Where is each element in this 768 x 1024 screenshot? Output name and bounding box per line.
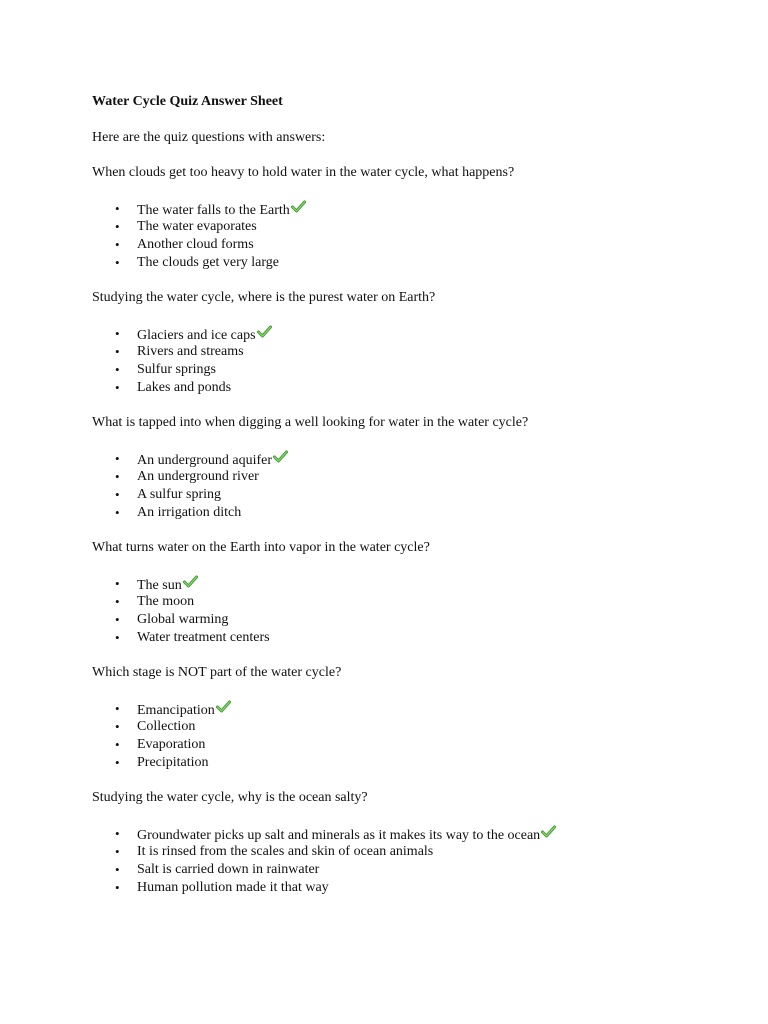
- bullet: •: [115, 594, 120, 609]
- check-mark-icon: [291, 200, 306, 213]
- bullet: •: [115, 576, 120, 591]
- intro-text: Here are the quiz questions with answers:: [92, 130, 326, 145]
- answer-item: [92, 200, 732, 218]
- answer-text: An irrigation ditch: [137, 505, 242, 520]
- question-block: [92, 789, 732, 897]
- question-block: [92, 664, 732, 772]
- answer-list: [92, 700, 732, 772]
- bullet: •: [115, 737, 120, 752]
- answer-item: [92, 879, 732, 897]
- question-block: [92, 539, 732, 647]
- answer-item: [92, 468, 732, 486]
- bullet: •: [115, 326, 120, 341]
- answer-item: [92, 575, 732, 593]
- answer-list: [92, 450, 732, 522]
- answer-text: The water evaporates: [137, 219, 257, 234]
- answer-text: Glaciers and ice caps: [137, 328, 256, 343]
- bullet: •: [115, 219, 120, 234]
- answer-text: Salt is carried down in rainwater: [137, 862, 320, 877]
- answer-text: Sulfur springs: [137, 362, 216, 377]
- bullet: •: [115, 344, 120, 359]
- answer-item: [92, 236, 732, 254]
- answer-item: [92, 343, 732, 361]
- answer-text: The water falls to the Earth: [137, 203, 290, 218]
- answer-text: Precipitation: [137, 755, 209, 770]
- check-mark-icon: [273, 450, 288, 463]
- bullet: •: [115, 755, 120, 770]
- answer-text: Rivers and streams: [137, 344, 244, 359]
- question-text: What turns water on the Earth into vapor in the water cycle?: [92, 540, 430, 555]
- question-text: Studying the water cycle, where is the purest water on Earth?: [92, 290, 436, 305]
- bullet: •: [115, 826, 120, 841]
- bullet: •: [115, 719, 120, 734]
- answer-text: The sun: [137, 578, 182, 593]
- question-text: Studying the water cycle, why is the ocean salty?: [92, 790, 368, 805]
- check-mark-icon: [183, 575, 198, 588]
- answer-text: Evaporation: [137, 737, 206, 752]
- check-mark-icon: [541, 825, 556, 838]
- answer-text: An underground aquifer: [137, 453, 273, 468]
- question-block: [92, 289, 732, 397]
- answer-item: [92, 325, 732, 343]
- document-page: [92, 93, 732, 897]
- question-text: When clouds get too heavy to hold water in the water cycle, what happens?: [92, 165, 515, 180]
- answer-item: [92, 754, 732, 772]
- bullet: •: [115, 362, 120, 377]
- answer-text: Human pollution made it that way: [137, 880, 329, 895]
- answer-text: Collection: [137, 719, 196, 734]
- document-title: Water Cycle Quiz Answer Sheet: [92, 94, 283, 109]
- question-block: [92, 414, 732, 522]
- answer-text: Groundwater picks up salt and minerals as it makes its way to the ocean: [137, 828, 541, 843]
- answer-item: [92, 718, 732, 736]
- check-mark-icon: [257, 325, 272, 338]
- bullet: •: [115, 255, 120, 270]
- answer-item: [92, 379, 732, 397]
- question-text: What is tapped into when digging a well looking for water in the water cycle?: [92, 415, 529, 430]
- answer-item: [92, 611, 732, 629]
- bullet: •: [115, 451, 120, 466]
- question-block: [92, 164, 732, 272]
- answer-text: It is rinsed from the scales and skin of ocean animals: [137, 844, 434, 859]
- bullet: •: [115, 862, 120, 877]
- answer-list: [92, 200, 732, 272]
- bullet: •: [115, 487, 120, 502]
- answer-item: [92, 486, 732, 504]
- answer-item: [92, 700, 732, 718]
- answer-text: Emancipation: [137, 703, 215, 718]
- check-mark-icon: [216, 700, 231, 713]
- answer-item: [92, 254, 732, 272]
- answer-text: Global warming: [137, 612, 229, 627]
- answer-text: An underground river: [137, 469, 259, 484]
- answer-item: [92, 504, 732, 522]
- bullet: •: [115, 701, 120, 716]
- answer-text: Lakes and ponds: [137, 380, 232, 395]
- bullet: •: [115, 844, 120, 859]
- bullet: •: [115, 237, 120, 252]
- answer-item: [92, 629, 732, 647]
- answer-list: [92, 825, 732, 897]
- bullet: •: [115, 380, 120, 395]
- answer-item: [92, 361, 732, 379]
- answer-item: [92, 825, 732, 843]
- answer-list: [92, 325, 732, 397]
- answer-item: [92, 218, 732, 236]
- bullet: •: [115, 630, 120, 645]
- answer-text: The clouds get very large: [137, 255, 280, 270]
- bullet: •: [115, 880, 120, 895]
- bullet: •: [115, 612, 120, 627]
- answer-text: Water treatment centers: [137, 630, 270, 645]
- bullet: •: [115, 469, 120, 484]
- answer-list: [92, 575, 732, 647]
- answer-item: [92, 450, 732, 468]
- answer-item: [92, 843, 732, 861]
- answer-text: A sulfur spring: [137, 487, 221, 502]
- answer-item: [92, 593, 732, 611]
- bullet: •: [115, 505, 120, 520]
- answer-item: [92, 861, 732, 879]
- answer-item: [92, 736, 732, 754]
- answer-text: Another cloud forms: [137, 237, 254, 252]
- answer-text: The moon: [137, 594, 195, 609]
- bullet: •: [115, 201, 120, 216]
- question-text: Which stage is NOT part of the water cycle?: [92, 665, 342, 680]
